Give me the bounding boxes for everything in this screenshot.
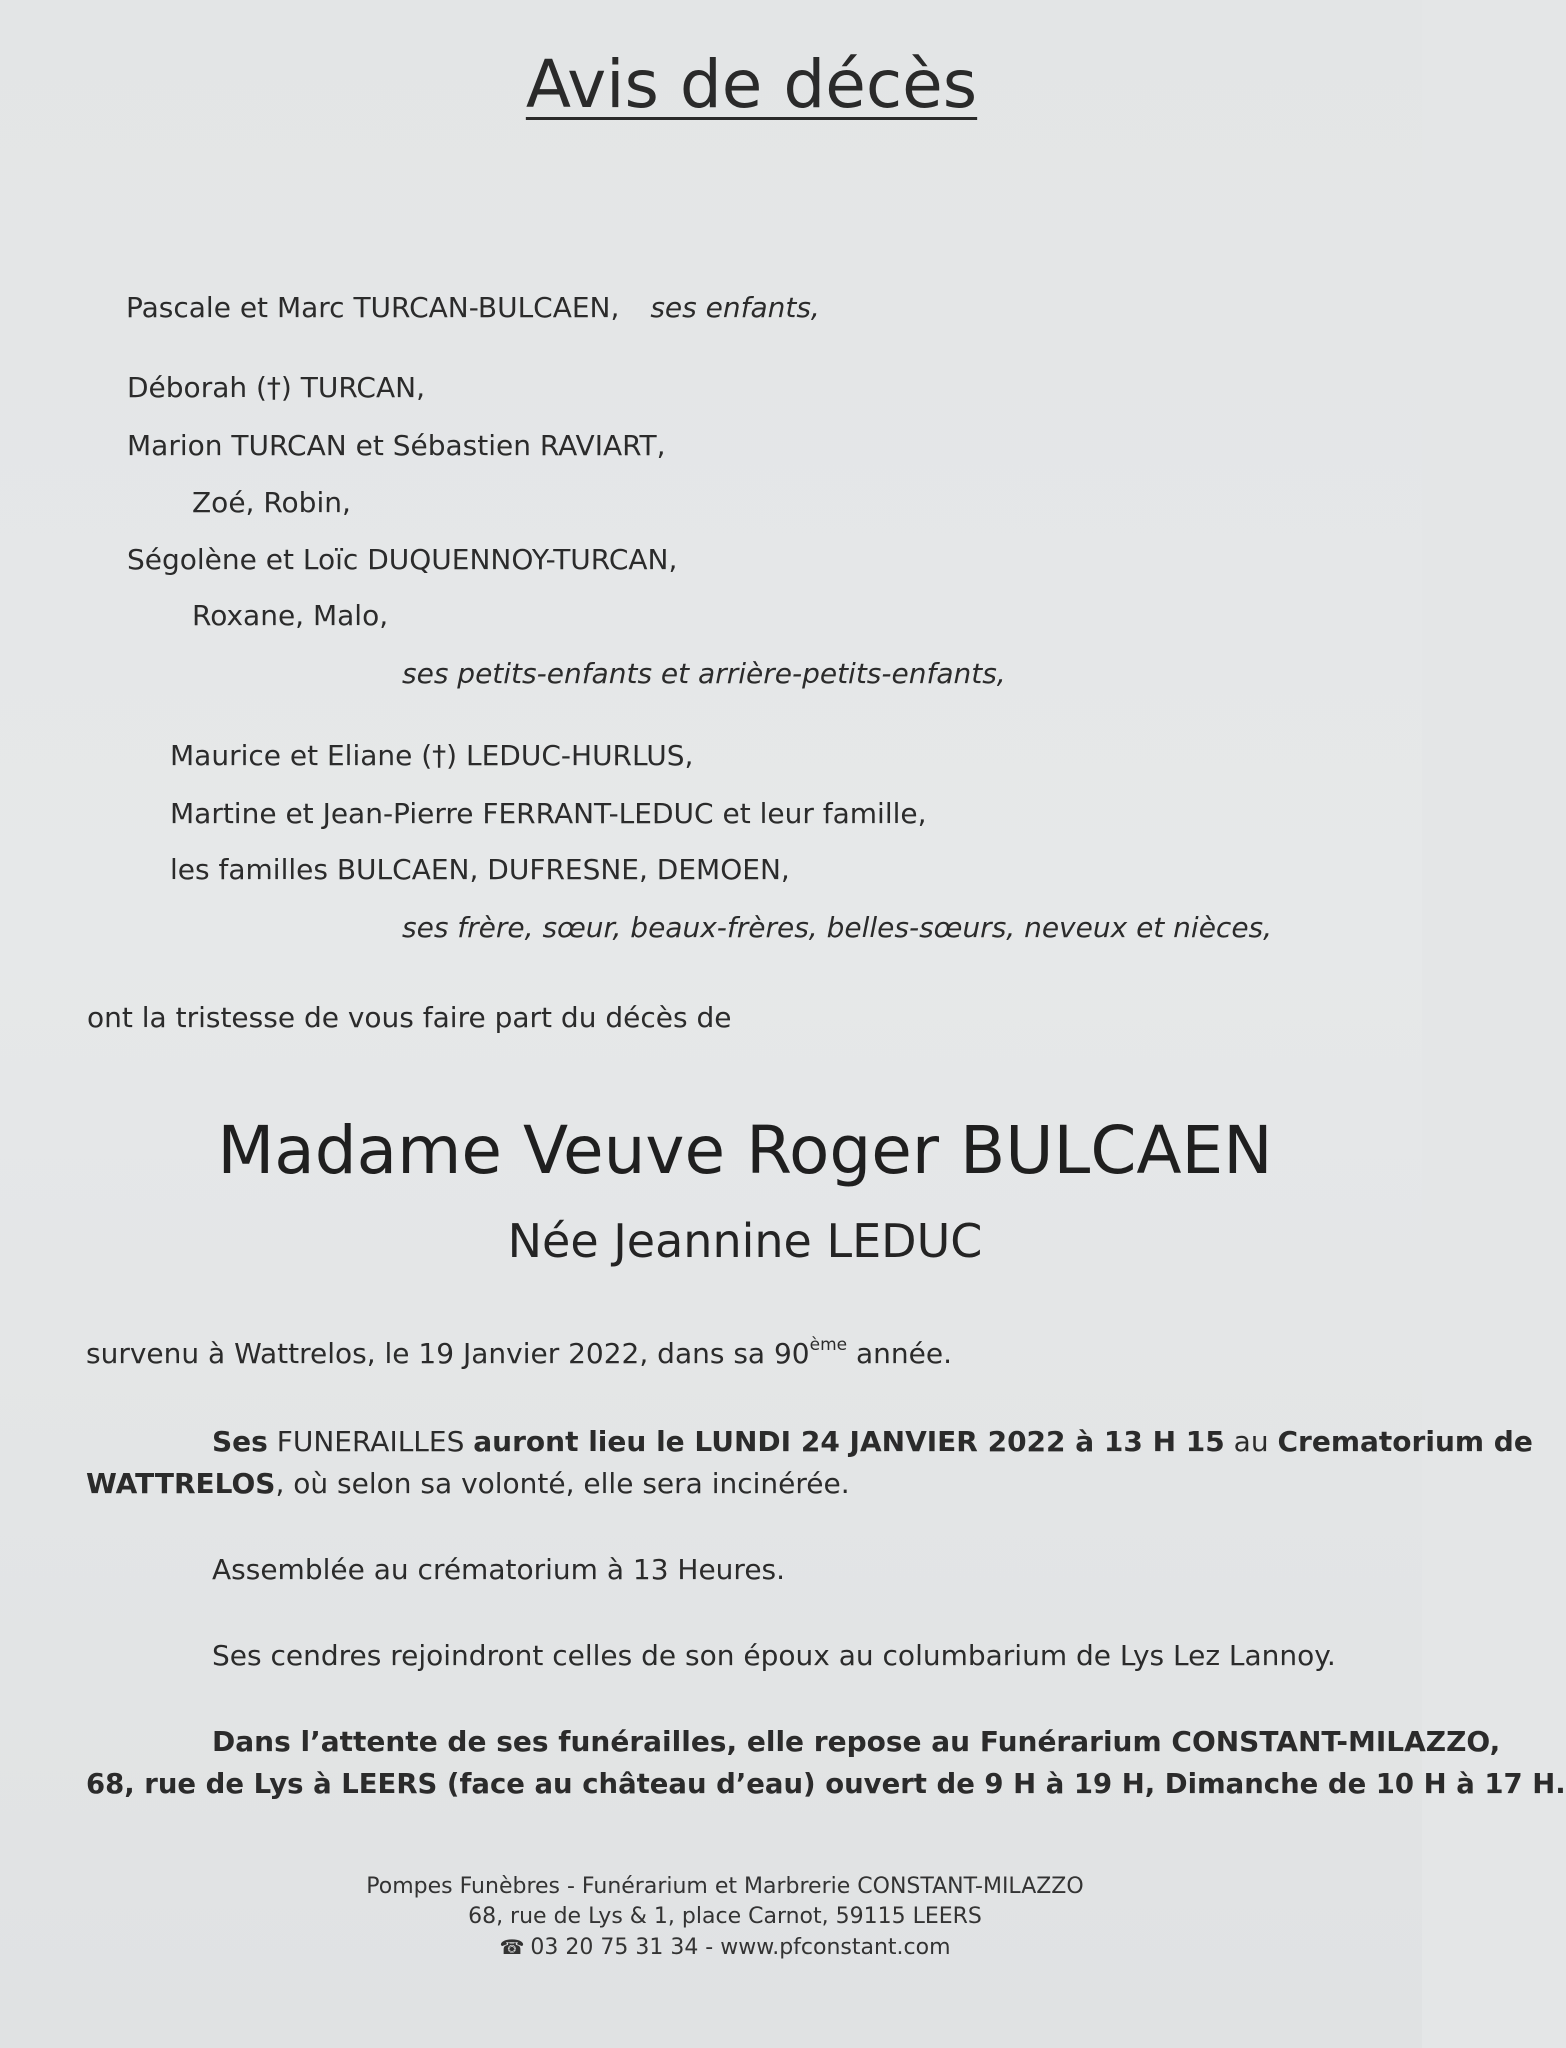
footer-contact: 03 20 75 31 34 - www.pfconstant.com: [530, 1935, 951, 1960]
great-grandchild-line: Roxane, Malo,: [192, 599, 389, 632]
children-line: [126, 290, 820, 326]
phone-icon: ☎: [499, 1935, 525, 1959]
deceased-name: Madame Veuve Roger BULCAEN: [217, 1112, 1273, 1189]
assembly-line: Assemblée au crématorium à 13 Heures.: [212, 1553, 786, 1586]
death-superscript: ème: [809, 1335, 848, 1355]
announcement-line: ont la tristesse de vous faire part du décès de: [87, 1001, 732, 1034]
footer-line-3: [0, 1932, 1450, 1963]
funeral-line-2: [86, 1466, 850, 1502]
death-details: [86, 1336, 952, 1372]
children-role: ses enfants,: [650, 291, 820, 324]
grandchild-line: Déborah (†) TURCAN,: [127, 371, 425, 404]
funeral-text: Ses: [212, 1425, 268, 1458]
grandchildren-role: ses petits-enfants et arrière-petits-enfants,: [402, 657, 1006, 690]
funeral-date: auront lieu le LUNDI 24 JANVIER 2022 à 13 H 15: [473, 1425, 1225, 1458]
sibling-line: Martine et Jean-Pierre FERRANT-LEDUC et leur famille,: [170, 797, 927, 830]
siblings-role: ses frère, sœur, beaux-frères, belles-sœurs, neveux et nièces,: [402, 911, 1273, 944]
funeral-line-1: [212, 1424, 1533, 1460]
great-grandchild-line: Zoé, Robin,: [192, 486, 351, 519]
footer-line-2: 68, rue de Lys & 1, place Carnot, 59115 LEERS: [468, 1904, 982, 1929]
death-text-end: année.: [847, 1337, 953, 1370]
grandchild-line: Ségolène et Loïc DUQUENNOY-TURCAN,: [127, 543, 678, 576]
sibling-line: les familles BULCAEN, DUFRESNE, DEMOEN,: [170, 853, 790, 886]
page-title: Avis de décès: [525, 46, 978, 123]
funeral-text-end: , où selon sa volonté, elle sera incinérée.: [275, 1467, 850, 1500]
deceased-birth-name: Née Jeannine LEDUC: [507, 1214, 983, 1268]
death-text: survenu à Wattrelos, le 19 Janvier 2022, dans sa 90: [86, 1337, 810, 1370]
footer-line-1: Pompes Funèbres - Funérarium et Marbrerie CONSTANT-MILAZZO: [366, 1874, 1084, 1899]
grandchild-line: Marion TURCAN et Sébastien RAVIART,: [127, 429, 666, 462]
funeral-keyword: FUNERAILLES: [267, 1425, 474, 1458]
sibling-line: Maurice et Eliane (†) LEDUC-HURLUS,: [170, 739, 694, 772]
viewing-line-1: Dans l’attente de ses funérailles, elle repose au Funérarium CONSTANT-MILAZZO,: [212, 1725, 1501, 1758]
ashes-line: Ses cendres rejoindront celles de son époux au columbarium de Lys Lez Lannoy.: [212, 1639, 1336, 1672]
funeral-connector: au: [1224, 1425, 1278, 1458]
funeral-city: WATTRELOS: [86, 1467, 276, 1500]
funeral-place: Crematorium de: [1277, 1425, 1533, 1458]
viewing-line-2: 68, rue de Lys à LEERS (face au château d’eau) ouvert de 9 H à 19 H, Dimanche de 10 H à 17 H.: [86, 1768, 1566, 1800]
children-names: Pascale et Marc TURCAN-BULCAEN,: [126, 291, 620, 324]
